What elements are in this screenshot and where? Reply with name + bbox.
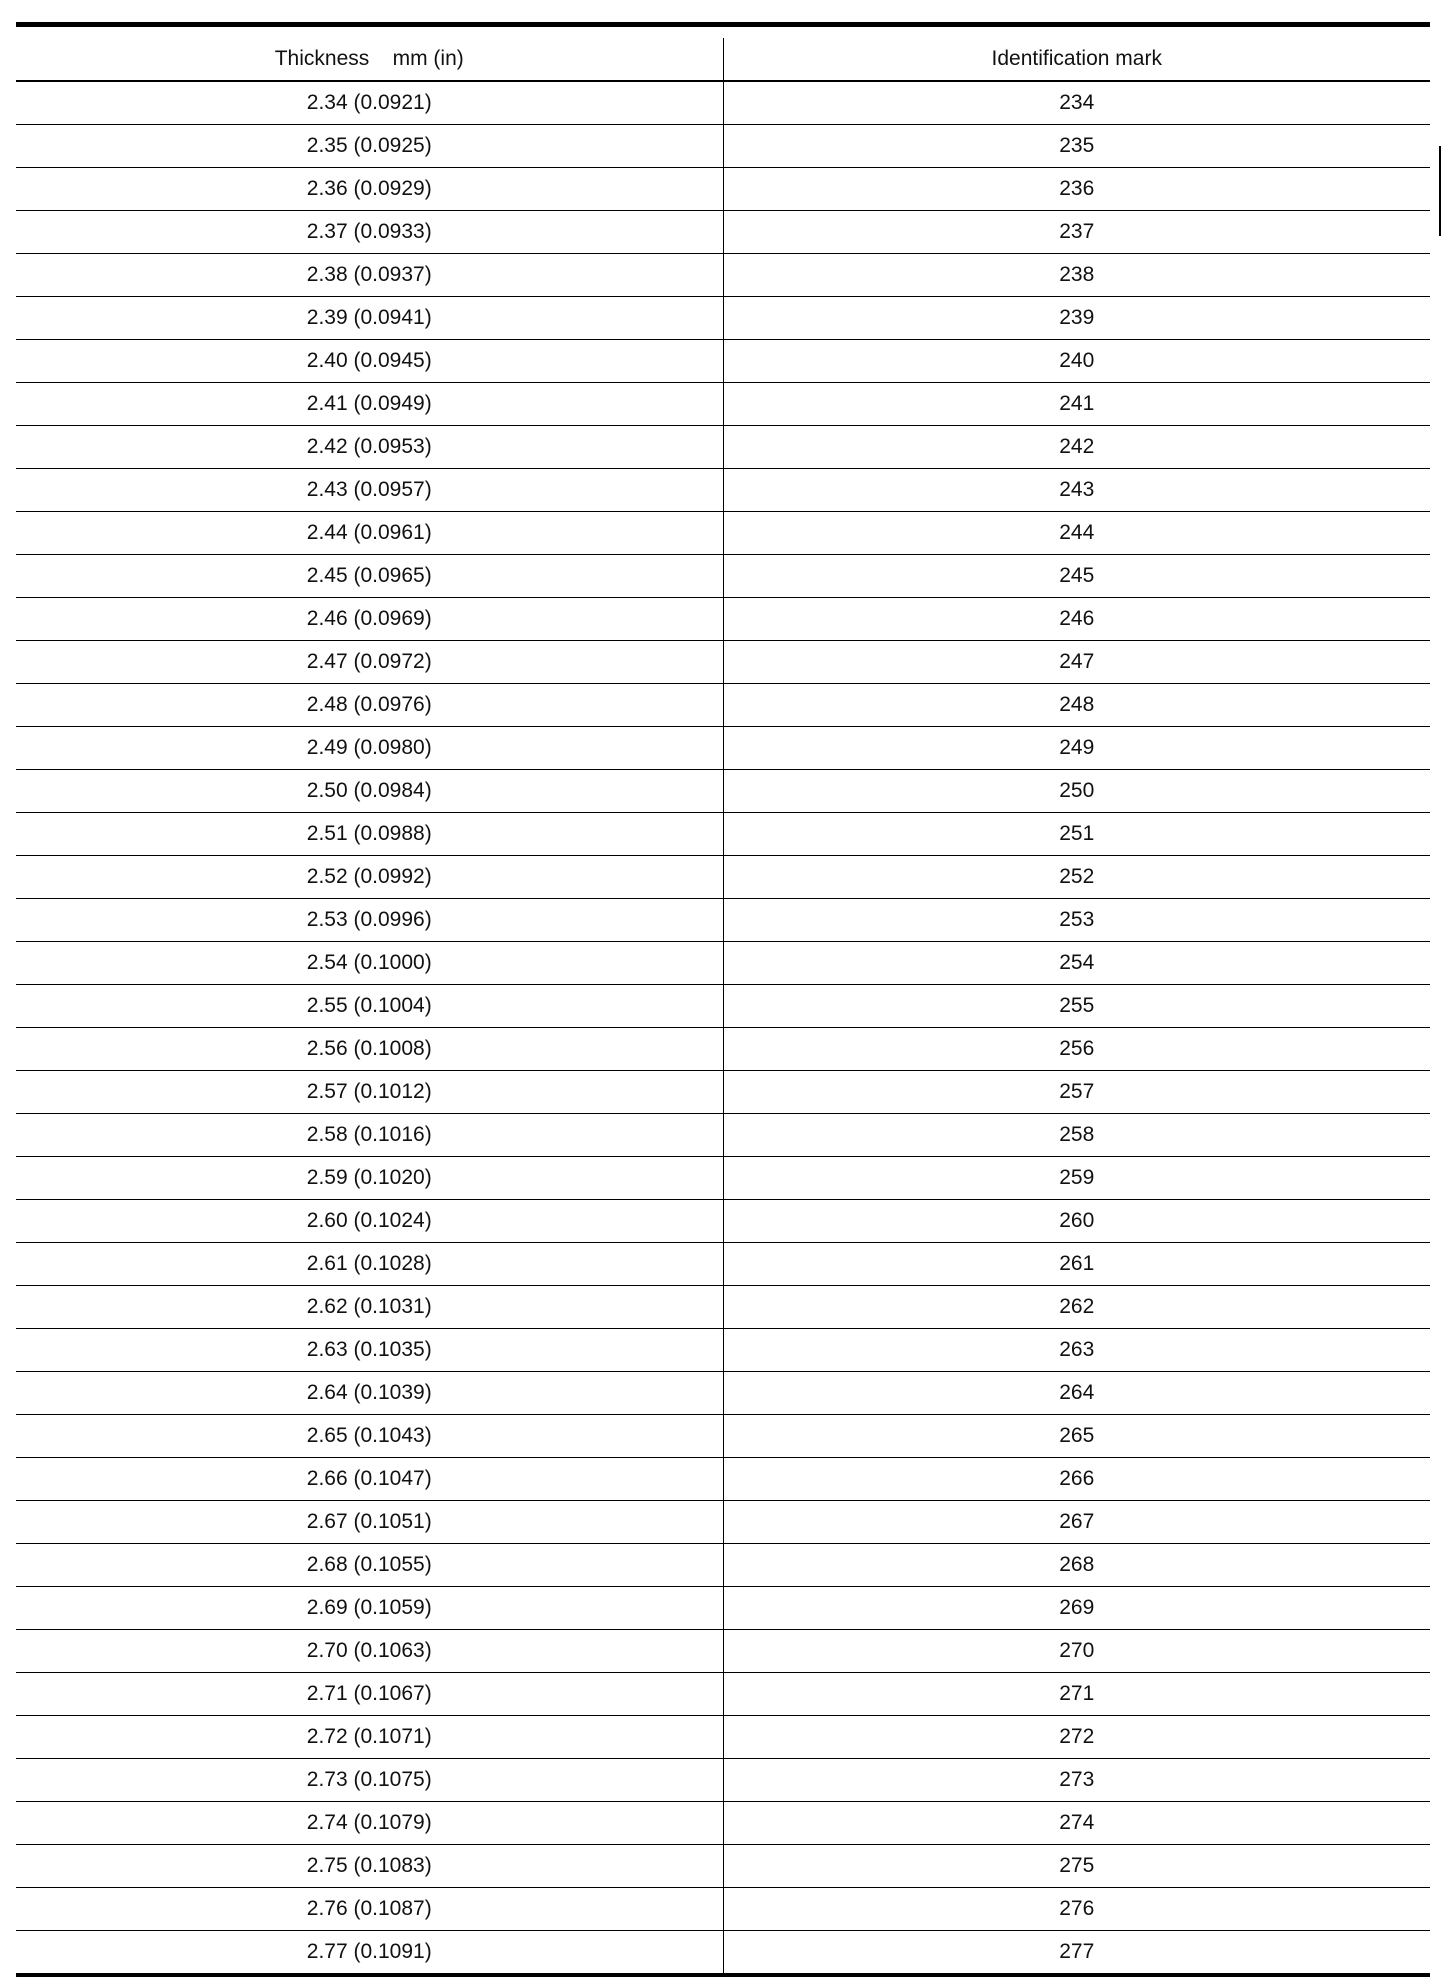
thickness-cell: 2.48 (0.0976) — [16, 684, 723, 727]
table-row — [16, 598, 1430, 641]
thickness-cell: 2.40 (0.0945) — [16, 340, 723, 383]
thickness-cell: 2.65 (0.1043) — [16, 1415, 723, 1458]
identification-mark-cell: 264 — [723, 1372, 1430, 1415]
identification-mark-cell: 272 — [723, 1716, 1430, 1759]
table-row — [16, 1630, 1430, 1673]
thickness-cell: 2.56 (0.1008) — [16, 1028, 723, 1071]
table-row — [16, 1114, 1430, 1157]
identification-mark-cell: 250 — [723, 770, 1430, 813]
identification-mark-cell: 252 — [723, 856, 1430, 899]
table-row — [16, 1802, 1430, 1845]
thickness-cell: 2.69 (0.1059) — [16, 1587, 723, 1630]
table-row — [16, 1931, 1430, 1976]
table-row — [16, 1716, 1430, 1759]
thickness-cell: 2.71 (0.1067) — [16, 1673, 723, 1716]
table-row — [16, 942, 1430, 985]
thickness-cell: 2.76 (0.1087) — [16, 1888, 723, 1931]
thickness-cell: 2.73 (0.1075) — [16, 1759, 723, 1802]
table-row — [16, 641, 1430, 684]
thickness-cell: 2.53 (0.0996) — [16, 899, 723, 942]
identification-mark-cell: 268 — [723, 1544, 1430, 1587]
identification-mark-cell: 251 — [723, 813, 1430, 856]
identification-mark-column-header: Identification mark — [723, 38, 1430, 81]
thickness-cell: 2.50 (0.0984) — [16, 770, 723, 813]
thickness-cell: 2.37 (0.0933) — [16, 211, 723, 254]
thickness-cell: 2.43 (0.0957) — [16, 469, 723, 512]
thickness-cell: 2.67 (0.1051) — [16, 1501, 723, 1544]
identification-mark-cell: 263 — [723, 1329, 1430, 1372]
thickness-cell: 2.70 (0.1063) — [16, 1630, 723, 1673]
identification-mark-cell: 238 — [723, 254, 1430, 297]
identification-mark-cell: 237 — [723, 211, 1430, 254]
identification-mark-cell: 274 — [723, 1802, 1430, 1845]
identification-mark-cell: 246 — [723, 598, 1430, 641]
identification-mark-cell: 253 — [723, 899, 1430, 942]
identification-mark-cell: 241 — [723, 383, 1430, 426]
identification-mark-cell: 234 — [723, 81, 1430, 125]
thickness-cell: 2.41 (0.0949) — [16, 383, 723, 426]
table-row — [16, 555, 1430, 598]
table-row — [16, 168, 1430, 211]
table-row — [16, 1243, 1430, 1286]
identification-mark-cell: 240 — [723, 340, 1430, 383]
table-row — [16, 1888, 1430, 1931]
table-row — [16, 1157, 1430, 1200]
identification-mark-cell: 275 — [723, 1845, 1430, 1888]
thickness-cell: 2.46 (0.0969) — [16, 598, 723, 641]
thickness-cell: 2.51 (0.0988) — [16, 813, 723, 856]
thickness-cell: 2.36 (0.0929) — [16, 168, 723, 211]
table-top-rule — [16, 22, 1430, 27]
thickness-cell: 2.60 (0.1024) — [16, 1200, 723, 1243]
thickness-cell: 2.54 (0.1000) — [16, 942, 723, 985]
identification-mark-cell: 242 — [723, 426, 1430, 469]
identification-mark-cell: 249 — [723, 727, 1430, 770]
thickness-cell: 2.52 (0.0992) — [16, 856, 723, 899]
table-row — [16, 770, 1430, 813]
thickness-cell: 2.63 (0.1035) — [16, 1329, 723, 1372]
table-row — [16, 985, 1430, 1028]
thickness-cell: 2.49 (0.0980) — [16, 727, 723, 770]
identification-mark-cell: 258 — [723, 1114, 1430, 1157]
table-row — [16, 1071, 1430, 1114]
identification-mark-cell: 257 — [723, 1071, 1430, 1114]
identification-mark-cell: 270 — [723, 1630, 1430, 1673]
identification-mark-cell: 265 — [723, 1415, 1430, 1458]
table-body — [16, 81, 1430, 1975]
thickness-identification-table — [16, 38, 1430, 1977]
identification-mark-cell: 245 — [723, 555, 1430, 598]
table-row — [16, 1372, 1430, 1415]
table-row — [16, 1200, 1430, 1243]
table-row — [16, 1458, 1430, 1501]
table-row — [16, 1329, 1430, 1372]
table-row — [16, 813, 1430, 856]
thickness-cell: 2.35 (0.0925) — [16, 125, 723, 168]
table-row — [16, 684, 1430, 727]
table-row — [16, 211, 1430, 254]
identification-mark-cell: 269 — [723, 1587, 1430, 1630]
identification-mark-cell: 277 — [723, 1931, 1430, 1976]
identification-mark-cell: 254 — [723, 942, 1430, 985]
table-row — [16, 469, 1430, 512]
identification-mark-cell: 261 — [723, 1243, 1430, 1286]
thickness-cell: 2.47 (0.0972) — [16, 641, 723, 684]
identification-mark-cell: 271 — [723, 1673, 1430, 1716]
thickness-cell: 2.74 (0.1079) — [16, 1802, 723, 1845]
thickness-cell: 2.64 (0.1039) — [16, 1372, 723, 1415]
thickness-cell: 2.58 (0.1016) — [16, 1114, 723, 1157]
table-row — [16, 254, 1430, 297]
identification-mark-cell: 267 — [723, 1501, 1430, 1544]
identification-mark-cell: 273 — [723, 1759, 1430, 1802]
thickness-cell: 2.39 (0.0941) — [16, 297, 723, 340]
table-row — [16, 125, 1430, 168]
table-row — [16, 426, 1430, 469]
table-row — [16, 856, 1430, 899]
table-row — [16, 1673, 1430, 1716]
identification-mark-cell: 244 — [723, 512, 1430, 555]
thickness-cell: 2.44 (0.0961) — [16, 512, 723, 555]
table-row — [16, 1544, 1430, 1587]
table-row — [16, 1028, 1430, 1071]
revision-change-bar — [1439, 146, 1441, 236]
table-row — [16, 1587, 1430, 1630]
identification-mark-cell: 243 — [723, 469, 1430, 512]
table-header-row — [16, 38, 1430, 81]
thickness-cell: 2.34 (0.0921) — [16, 81, 723, 125]
thickness-cell: 2.75 (0.1083) — [16, 1845, 723, 1888]
identification-mark-cell: 236 — [723, 168, 1430, 211]
table-row — [16, 81, 1430, 125]
thickness-cell: 2.57 (0.1012) — [16, 1071, 723, 1114]
identification-mark-cell: 235 — [723, 125, 1430, 168]
thickness-cell: 2.61 (0.1028) — [16, 1243, 723, 1286]
thickness-cell: 2.59 (0.1020) — [16, 1157, 723, 1200]
table-row — [16, 383, 1430, 426]
table-row — [16, 512, 1430, 555]
thickness-cell: 2.45 (0.0965) — [16, 555, 723, 598]
thickness-cell: 2.77 (0.1091) — [16, 1931, 723, 1976]
thickness-cell: 2.68 (0.1055) — [16, 1544, 723, 1587]
table-row — [16, 1759, 1430, 1802]
thickness-cell: 2.55 (0.1004) — [16, 985, 723, 1028]
table-row — [16, 899, 1430, 942]
thickness-cell: 2.72 (0.1071) — [16, 1716, 723, 1759]
identification-mark-cell: 248 — [723, 684, 1430, 727]
table-row — [16, 297, 1430, 340]
identification-mark-cell: 259 — [723, 1157, 1430, 1200]
thickness-cell: 2.66 (0.1047) — [16, 1458, 723, 1501]
identification-mark-cell: 247 — [723, 641, 1430, 684]
table-row — [16, 1501, 1430, 1544]
thickness-column-header: Thickness mm (in) — [16, 38, 723, 81]
table-row — [16, 1845, 1430, 1888]
identification-mark-cell: 276 — [723, 1888, 1430, 1931]
identification-mark-cell: 266 — [723, 1458, 1430, 1501]
thickness-table-container — [16, 38, 1430, 1977]
identification-mark-cell: 256 — [723, 1028, 1430, 1071]
thickness-cell: 2.38 (0.0937) — [16, 254, 723, 297]
thickness-cell: 2.62 (0.1031) — [16, 1286, 723, 1329]
identification-mark-cell: 260 — [723, 1200, 1430, 1243]
table-row — [16, 1415, 1430, 1458]
identification-mark-cell: 255 — [723, 985, 1430, 1028]
table-row — [16, 1286, 1430, 1329]
identification-mark-cell: 239 — [723, 297, 1430, 340]
table-row — [16, 727, 1430, 770]
identification-mark-cell: 262 — [723, 1286, 1430, 1329]
thickness-cell: 2.42 (0.0953) — [16, 426, 723, 469]
table-row — [16, 340, 1430, 383]
